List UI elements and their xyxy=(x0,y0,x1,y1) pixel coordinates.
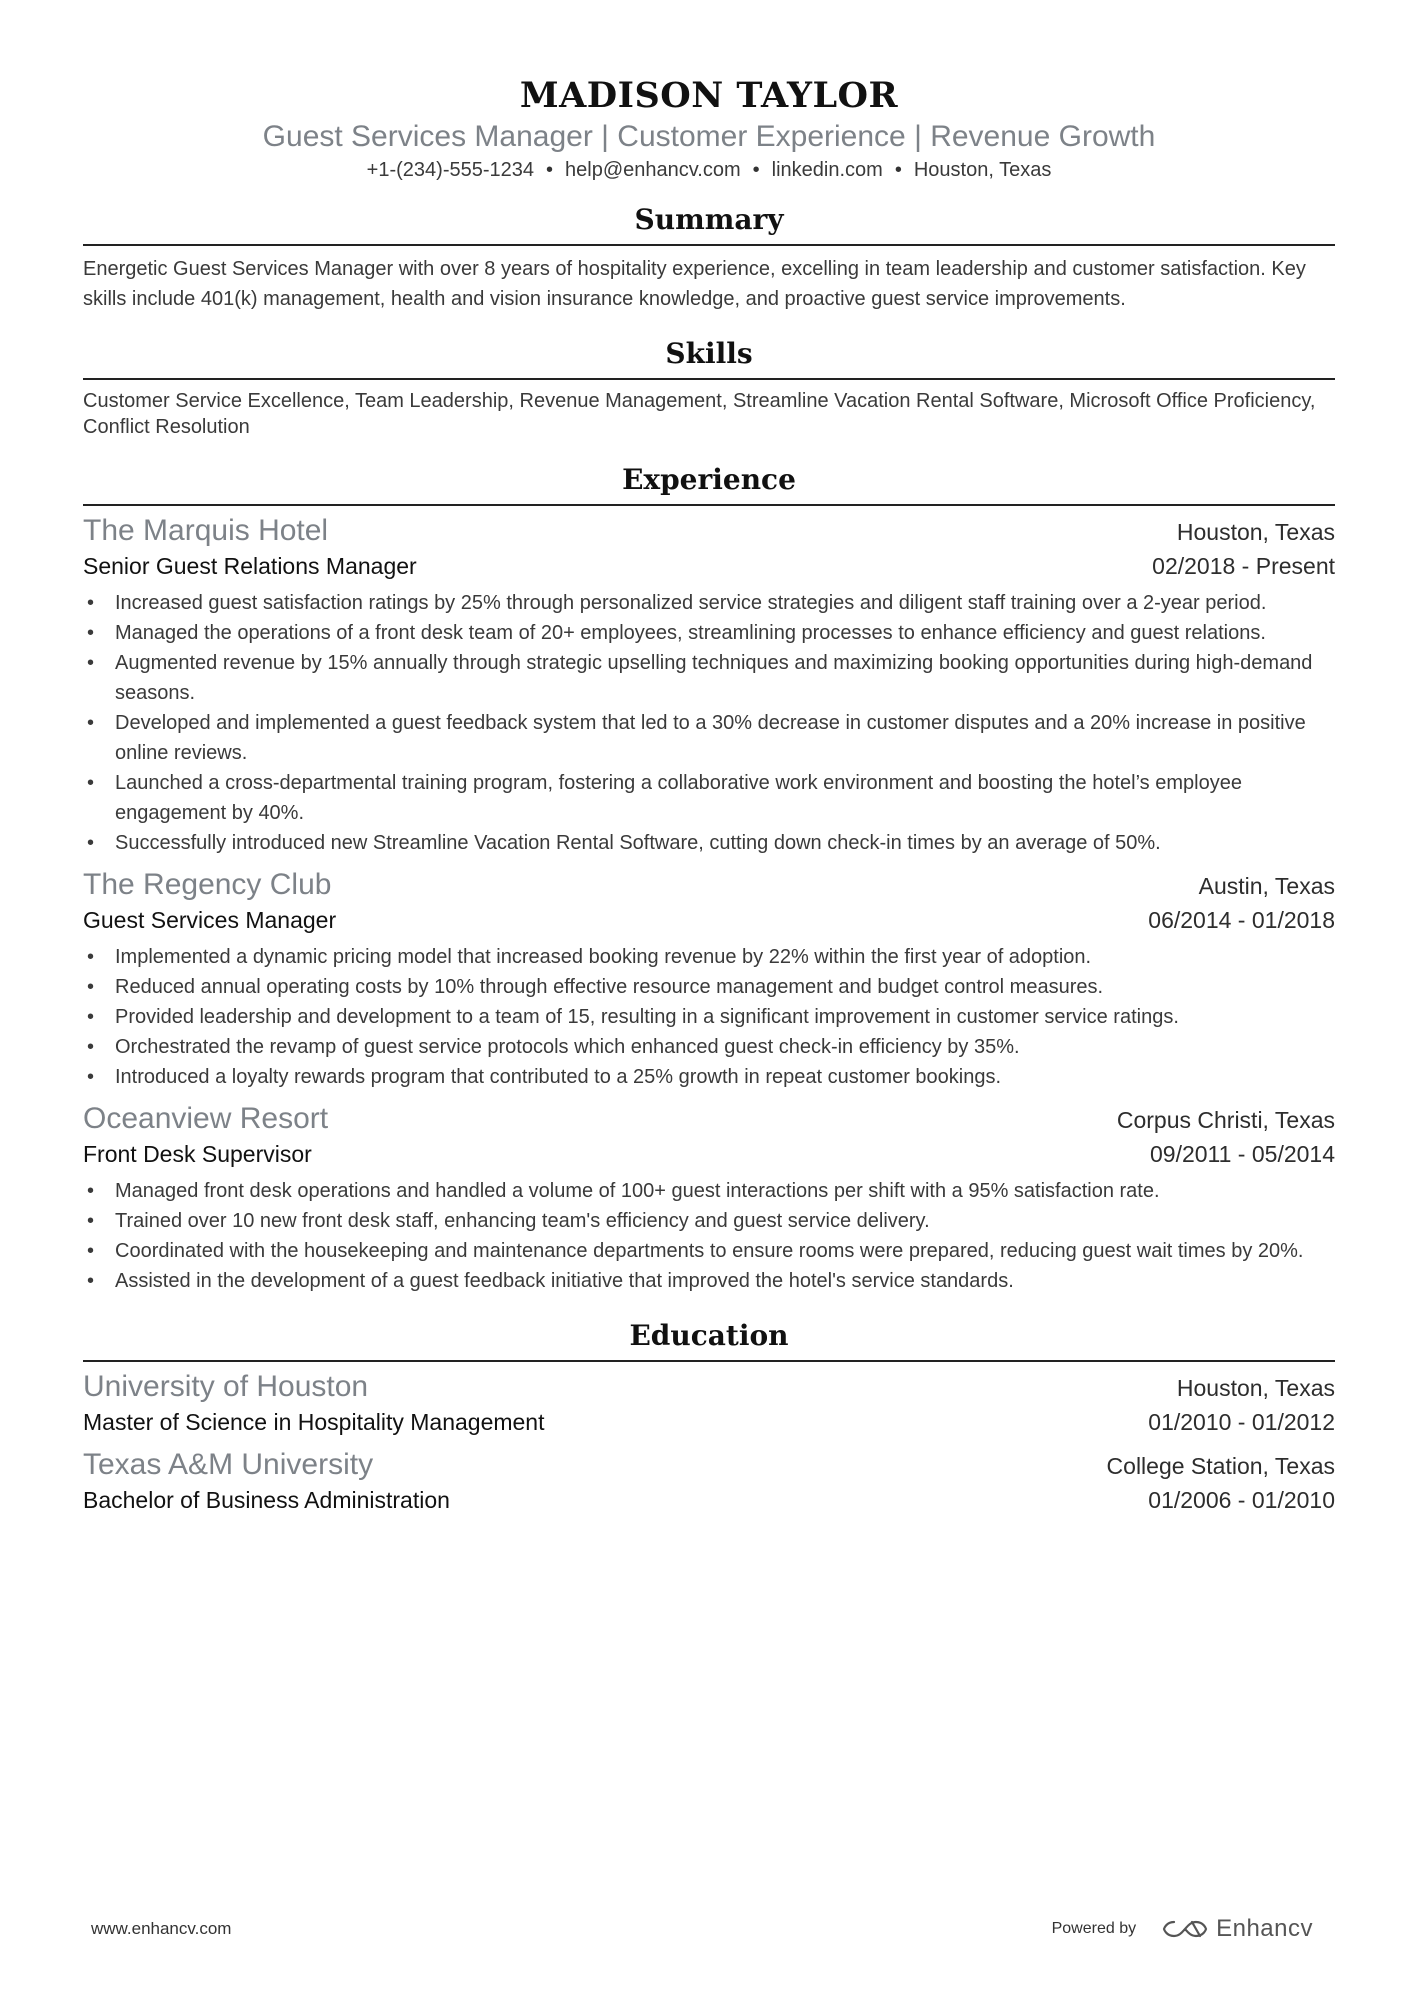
job-company: The Regency Club xyxy=(83,868,332,901)
education-school: Texas A&M University xyxy=(83,1448,374,1481)
education-location: College Station, Texas xyxy=(1106,1453,1335,1479)
section-divider xyxy=(83,1360,1335,1362)
bullet-item: • Trained over 10 new front desk staff, enhancing team's efficiency and guest service delivery. xyxy=(83,1206,1335,1236)
separator-dot: • xyxy=(894,159,902,181)
bullet-item: • Introduced a loyalty rewards program that contributed to a 25% growth in repeat customer bookings. xyxy=(83,1062,1335,1092)
section-title-skills: Skills xyxy=(665,337,753,370)
skills-section xyxy=(83,336,1335,440)
job-entry xyxy=(83,866,1335,1092)
education-header xyxy=(83,1446,1335,1484)
job-bullets xyxy=(83,942,1335,1092)
brand-name: Enhancv xyxy=(1216,1915,1313,1942)
contact-location: Houston, Texas xyxy=(913,159,1052,181)
experience-section xyxy=(83,462,1335,1296)
bullet-item: • Developed and implemented a guest feedback system that led to a 30% decrease in customer disputes and a 20% increase in positive online reviews. xyxy=(83,708,1335,768)
education-degree: Bachelor of Business Administration xyxy=(83,1487,450,1513)
job-location: Houston, Texas xyxy=(1176,519,1335,545)
job-header xyxy=(83,866,1335,904)
separator-dot: • xyxy=(546,159,554,181)
job-subheader xyxy=(83,550,1335,582)
job-dates: 06/2014 - 01/2018 xyxy=(1148,907,1335,933)
resume-page xyxy=(83,0,1335,1516)
contact-line xyxy=(83,156,1335,184)
section-title-experience: Experience xyxy=(622,463,796,496)
job-header xyxy=(83,1100,1335,1138)
bullet-item: • Managed the operations of a front desk team of 20+ employees, streamlining processes to enhance efficiency and guest relations. xyxy=(83,618,1335,648)
bullet-item: • Provided leadership and development to a team of 15, resulting in a significant improvement in customer service ratings. xyxy=(83,1002,1335,1032)
bullet-item: • Assisted in the development of a guest feedback initiative that improved the hotel's service standards. xyxy=(83,1266,1335,1296)
section-divider xyxy=(83,378,1335,380)
job-subheader xyxy=(83,904,1335,936)
separator-dot: • xyxy=(752,159,760,181)
section-divider xyxy=(83,504,1335,506)
candidate-headline: Guest Services Manager | Customer Experience | Revenue Growth xyxy=(262,120,1156,153)
bullet-item: • Coordinated with the housekeeping and maintenance departments to ensure rooms were prepared, reducing guest wait times by 20%. xyxy=(83,1236,1335,1266)
enhancv-logo-icon xyxy=(1162,1918,1208,1940)
education-degree: Master of Science in Hospitality Management xyxy=(83,1409,545,1435)
page-footer xyxy=(91,1915,1313,1943)
footer-website[interactable]: www.enhancv.com xyxy=(91,1919,232,1938)
bullet-item: • Augmented revenue by 15% annually through strategic upselling techniques and maximizing booking opportunities during high-demand seasons. xyxy=(83,648,1335,708)
bullet-item: • Implemented a dynamic pricing model that increased booking revenue by 22% within the first year of adoption. xyxy=(83,942,1335,972)
job-dates: 02/2018 - Present xyxy=(1152,553,1335,579)
job-role: Guest Services Manager xyxy=(83,907,337,933)
job-bullets xyxy=(83,1176,1335,1296)
education-dates: 01/2006 - 01/2010 xyxy=(1148,1487,1335,1513)
education-dates: 01/2010 - 01/2012 xyxy=(1148,1409,1335,1435)
section-title-summary: Summary xyxy=(634,203,784,236)
summary-section xyxy=(83,202,1335,314)
skills-text: Customer Service Excellence, Team Leadership, Revenue Management, Streamline Vacation Rental Software, Microsoft Office Proficiency, Conflict Resolution xyxy=(83,390,1316,438)
contact-phone: +1-(234)-555-1234 xyxy=(366,159,535,181)
education-subheader xyxy=(83,1406,1335,1438)
job-role: Senior Guest Relations Manager xyxy=(83,553,417,579)
job-location: Corpus Christi, Texas xyxy=(1116,1107,1335,1133)
education-entry xyxy=(83,1368,1335,1438)
powered-by-label: Powered by xyxy=(1051,1920,1137,1937)
education-section xyxy=(83,1318,1335,1516)
job-header xyxy=(83,512,1335,550)
footer-branding xyxy=(1052,1915,1313,1943)
job-location: Austin, Texas xyxy=(1198,873,1335,899)
summary-text: Energetic Guest Services Manager with over 8 years of hospitality experience, excelling in team leadership and customer satisfaction. Key skills include 401(k) management, health and vision insurance knowledge, and proactive guest service improvements. xyxy=(83,258,1306,310)
contact-email[interactable]: help@enhancv.com xyxy=(565,159,741,181)
education-subheader xyxy=(83,1484,1335,1516)
bullet-item: • Reduced annual operating costs by 10% through effective resource management and budget control measures. xyxy=(83,972,1335,1002)
education-header xyxy=(83,1368,1335,1406)
bullet-item: • Managed front desk operations and handled a volume of 100+ guest interactions per shift with a 95% satisfaction rate. xyxy=(83,1176,1335,1206)
education-location: Houston, Texas xyxy=(1176,1375,1335,1401)
education-school: University of Houston xyxy=(83,1370,369,1403)
job-company: The Marquis Hotel xyxy=(83,514,329,547)
job-entry xyxy=(83,512,1335,858)
contact-linkedin[interactable]: linkedin.com xyxy=(771,159,883,181)
job-dates: 09/2011 - 05/2014 xyxy=(1149,1141,1335,1167)
job-entry xyxy=(83,1100,1335,1296)
candidate-name: MADISON TAYLOR xyxy=(519,75,899,116)
job-bullets xyxy=(83,588,1335,858)
job-company: Oceanview Resort xyxy=(83,1102,329,1135)
bullet-item: • Orchestrated the revamp of guest service protocols which enhanced guest check-in efficiency by 35%. xyxy=(83,1032,1335,1062)
job-subheader xyxy=(83,1138,1335,1170)
job-role: Front Desk Supervisor xyxy=(83,1141,312,1167)
bullet-item: • Launched a cross-departmental training program, fostering a collaborative work environment and boosting the hotel’s employee engagement by 40%. xyxy=(83,768,1335,828)
section-divider xyxy=(83,244,1335,246)
section-title-education: Education xyxy=(629,1319,789,1352)
bullet-item: • Successfully introduced new Streamline Vacation Rental Software, cutting down check-in times by an average of 50%. xyxy=(83,828,1335,858)
bullet-item: • Increased guest satisfaction ratings by 25% through personalized service strategies and diligent staff training over a 2-year period. xyxy=(83,588,1335,618)
brand-logo[interactable] xyxy=(1162,1915,1313,1943)
education-entry xyxy=(83,1446,1335,1516)
